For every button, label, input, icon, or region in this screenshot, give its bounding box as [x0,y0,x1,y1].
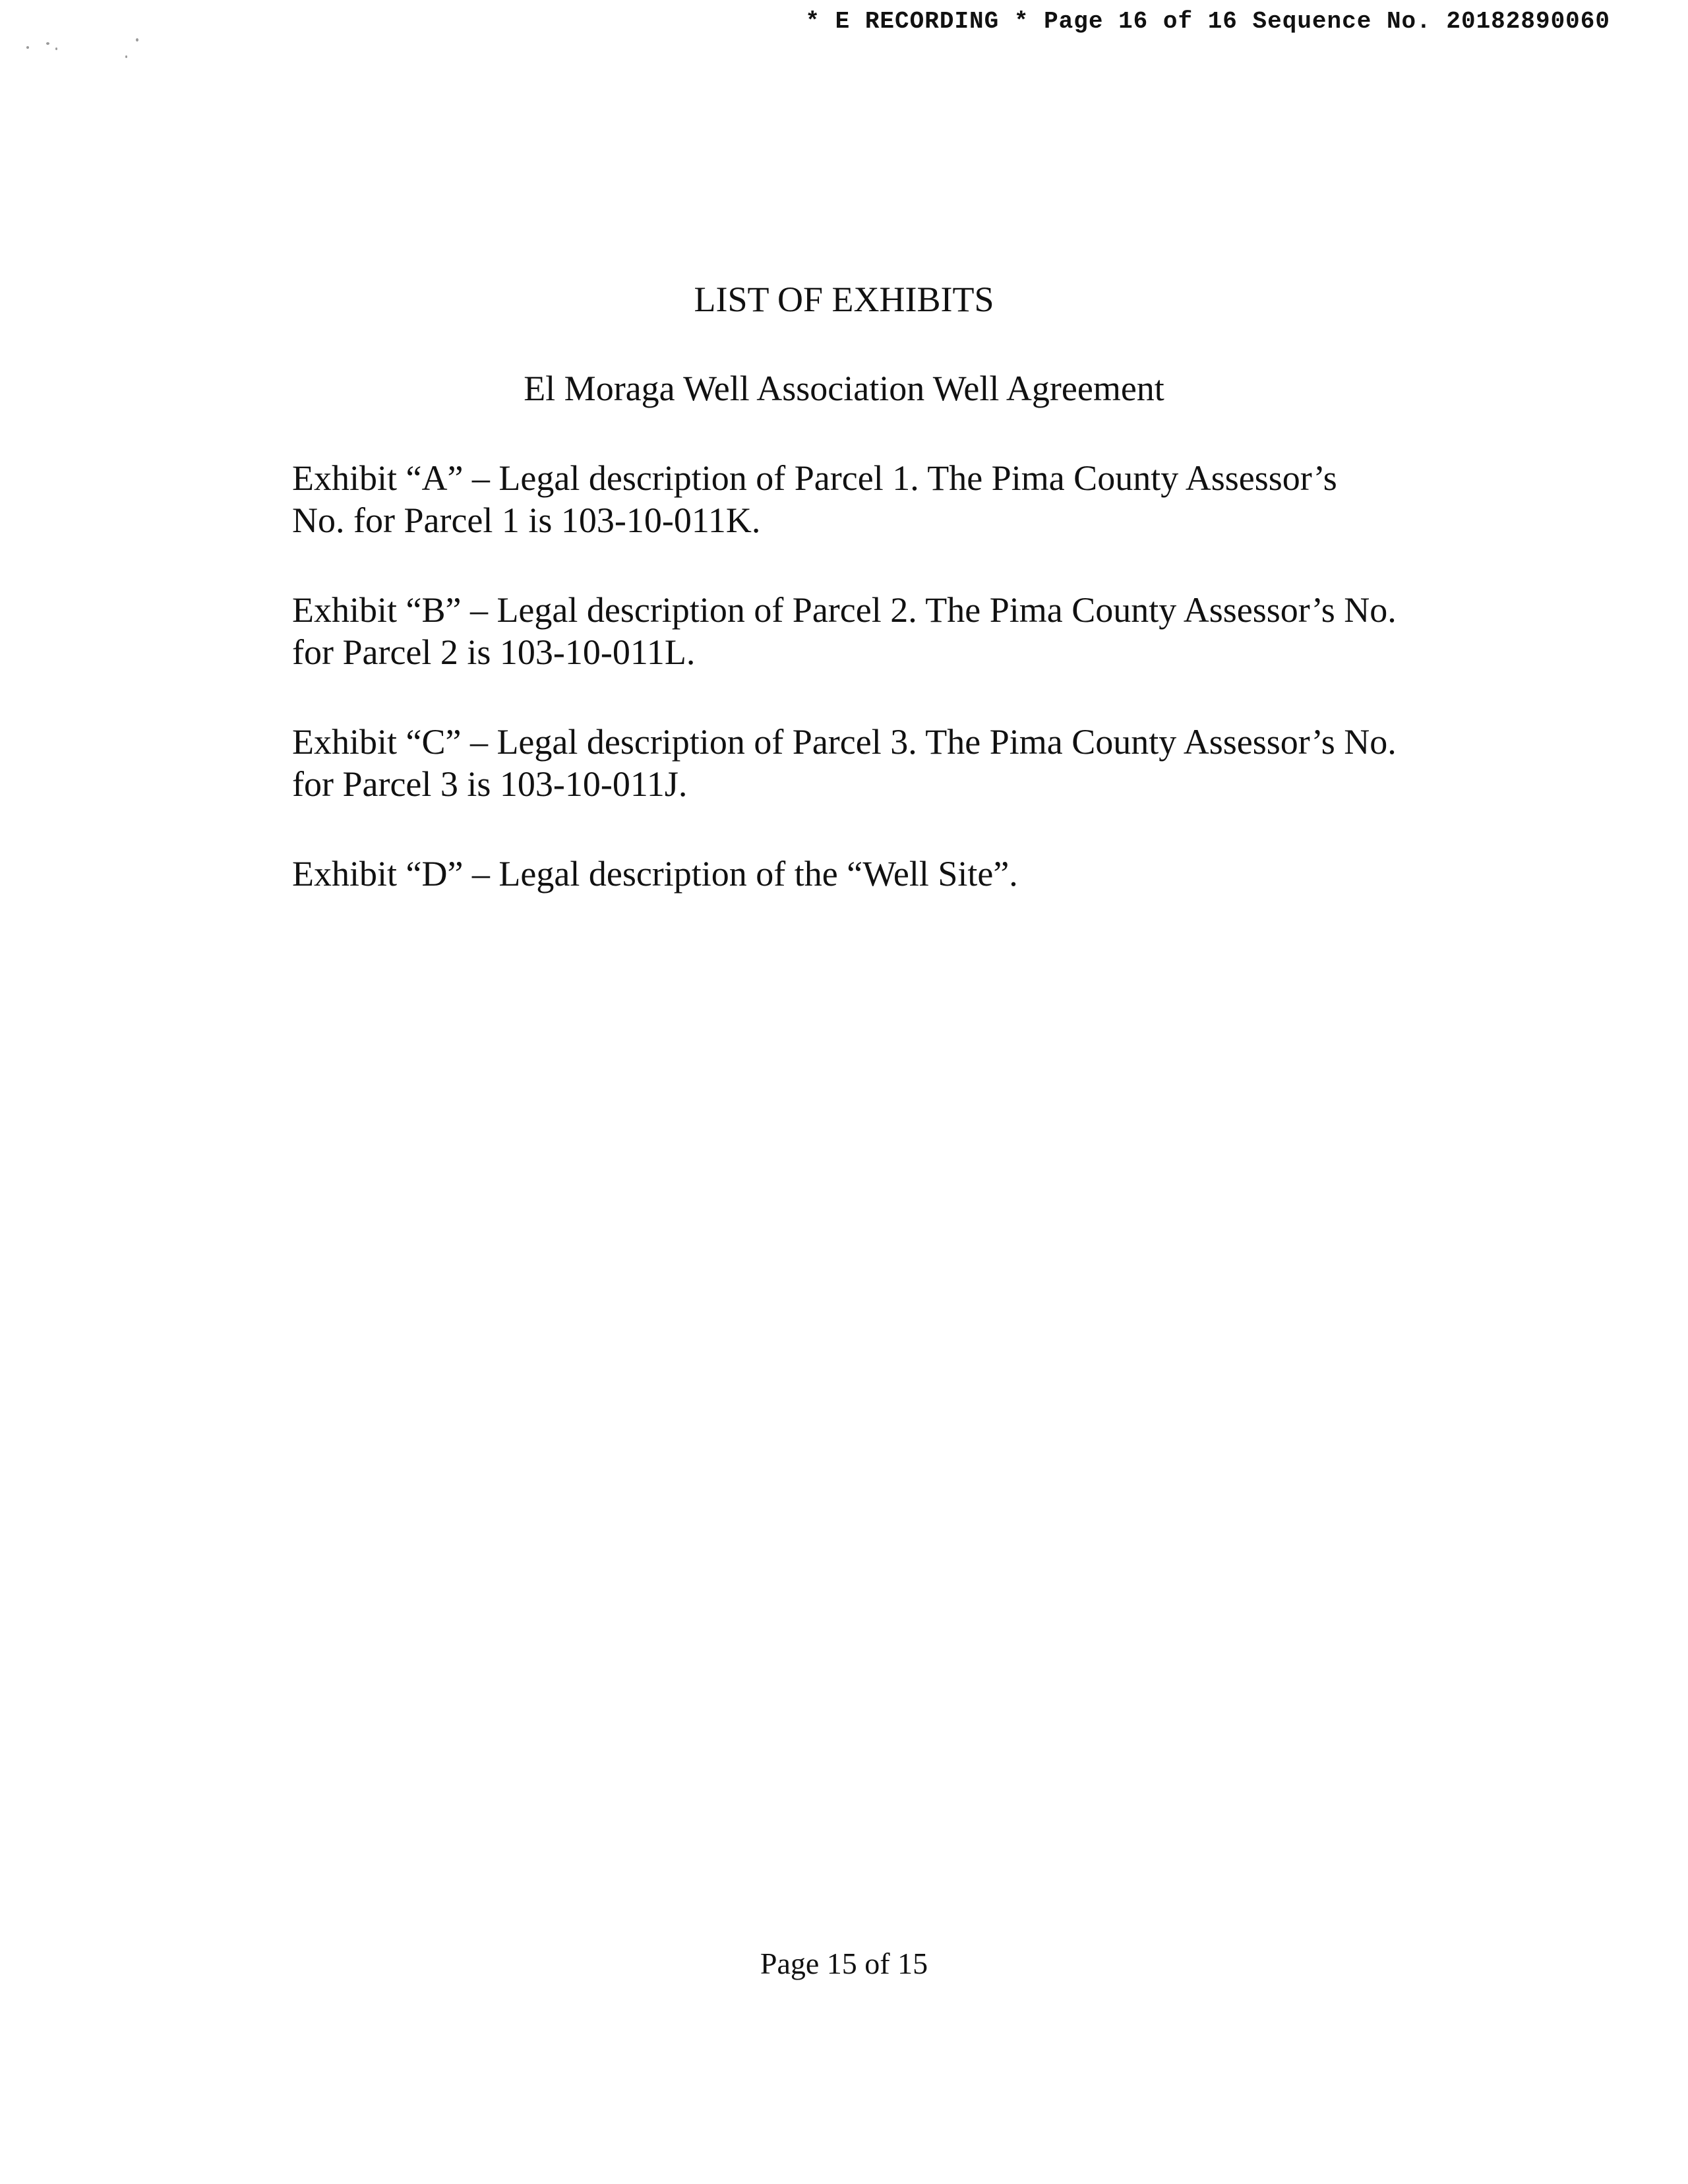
exhibit-line: Exhibit “C” – Legal description of Parcel 3. The Pima County Assessor’s No. [292,722,1397,762]
exhibit-line: No. for Parcel 1 is 103-10-011K. [292,501,761,540]
recording-header: * E RECORDING * Page 16 of 16 Sequence No. 20182890060 [805,8,1610,35]
exhibit-line: Exhibit “A” – Legal description of Parcel 1. The Pima County Assessor’s [292,458,1337,498]
document-subtitle: El Moraga Well Association Well Agreement [524,369,1164,408]
scan-speck [136,38,138,42]
exhibit-line: Exhibit “B” – Legal description of Parcel 2. The Pima County Assessor’s No. [292,590,1397,630]
document-title: LIST OF EXHIBITS [694,280,994,319]
scan-speck [55,47,57,50]
page-number-footer: Page 15 of 15 [760,1947,928,1980]
scan-speck [26,46,29,49]
exhibit-line: Exhibit “D” – Legal description of the “Well Site”. [292,854,1018,894]
scan-speck [46,42,49,45]
exhibit-c-paragraph [292,721,1499,805]
exhibit-a-paragraph [292,457,1499,541]
exhibit-line: for Parcel 2 is 103-10-011L. [292,632,696,672]
scan-speck [125,55,127,58]
exhibit-d-paragraph [292,853,1499,895]
exhibit-b-paragraph [292,589,1499,673]
exhibit-line: for Parcel 3 is 103-10-011J. [292,764,688,804]
